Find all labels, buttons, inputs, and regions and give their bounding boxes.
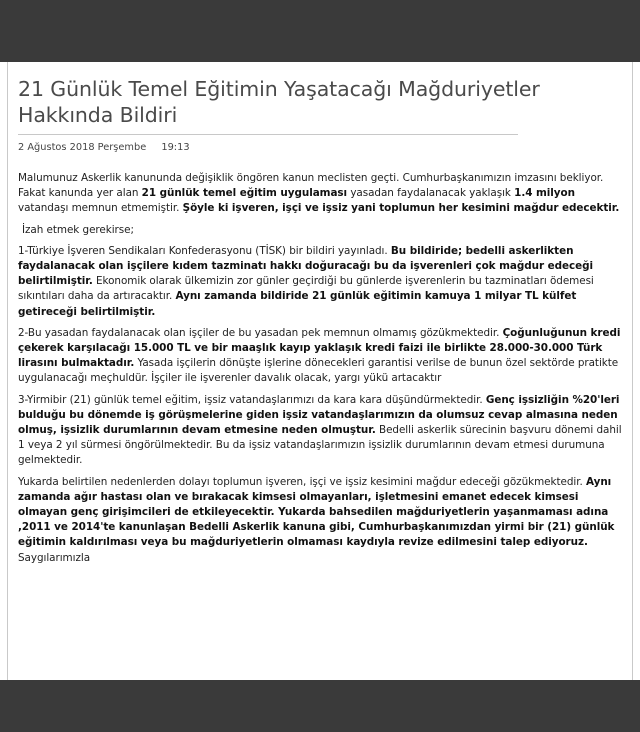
bottom-dark-bar xyxy=(0,680,640,732)
page-border-left xyxy=(7,62,8,680)
paragraph-point-3 xyxy=(18,393,622,469)
bold-text-run: Şöyle ki işveren, işçi ve işsiz yani toplumun her kesimini mağdur edecektir. xyxy=(182,202,620,215)
article-meta xyxy=(18,141,622,155)
article-time: 19:13 xyxy=(161,142,190,153)
paragraph-explain xyxy=(18,223,622,238)
title-divider xyxy=(18,134,518,135)
text-run: 3-Yirmibir (21) günlük temel eğitim, işsiz vatandaşlarımızı da kara kara düşündürmektedir. xyxy=(18,393,486,406)
paragraph-conclusion xyxy=(18,475,622,551)
bold-text-run: Aynı zamanda ağır hastası olan ve bırakacak kimsesi olmayanları, işletmesini emanet edecek kimsesi olmayan genç girişimcileri de etkileyecektir. Yukarda bahsedilen mağduriyetlerin yaşanmaması adına ,2011 ve 2014'te kanunlaşan Bedelli Askerlik kanuna gibi, Cumhurbaşkanımızdan yirmi bir (21) günlük eğitimin kaldırılması veya bu mağduriyetlerin olmaması kaydıyla revize edilmesini talep ediyoruz. xyxy=(18,475,615,549)
article-date: 2 Ağustos 2018 Perşembe xyxy=(18,142,147,153)
bold-text-run: Genç işsizliğin %20'leri bulduğu bu dönemde iş görüşmelerine giden işsiz vatandaşlarımızın da olumsuz cevap almasına neden olmuş, işsizlik durumlarının devam etmesine neden olmuştur. xyxy=(18,393,620,437)
article-title-line-2: Hakkında Bildiri xyxy=(18,103,178,127)
bold-text-run: Aynı zamanda bildiride 21 günlük eğitimin kamuya 1 milyar TL külfet getireceği belirtilmiştir. xyxy=(18,290,577,318)
text-run: 1-Türkiye İşveren Sendikaları Konfederasyonu (TİSK) bir bildiri yayınladı. xyxy=(18,244,391,257)
text-run: yasadan faydalanacak yaklaşık xyxy=(347,187,515,200)
article-body xyxy=(18,171,622,566)
article-title-line-1: 21 Günlük Temel Eğitimin Yaşatacağı Mağduriyetler xyxy=(18,77,540,101)
document-page xyxy=(0,62,640,680)
paragraph-intro xyxy=(18,171,622,217)
text-run: Yukarda belirtilen nedenlerden dolayı toplumun işveren, işçi ve işsiz kesimini mağdur edeceği gözükmektedir. xyxy=(18,475,586,488)
text-run: Malumunuz Askerlik kanununda değişiklik öngören kanun meclisten geçti. Cumhurbaşkanımızın imzasını bekliyor. Fakat kanunda yer alan xyxy=(18,172,604,200)
signature: Saygılarımızla xyxy=(18,551,91,564)
page-border-right xyxy=(632,62,633,680)
text-run: vatandaşı memnun etmemiştir. xyxy=(18,202,183,215)
paragraph-point-1 xyxy=(18,244,622,320)
bold-text-run: 1.4 milyon xyxy=(514,187,575,200)
top-dark-bar xyxy=(0,0,640,62)
text-run: Bedelli askerlik sürecinin başvuru dönemi dahil 1 veya 2 yıl sürmesi öngörülmektedir. Bu da işsiz vatandaşlarımızın işsizlik durumlarının devam etmesi durumuna gelmektedir. xyxy=(18,424,622,467)
article xyxy=(18,76,622,572)
text-run: 2-Bu yasadan faydalanacak olan işçiler de bu yasadan pek memnun olmamış gözükmektedir. xyxy=(18,326,503,339)
bold-text-run: Bu bildiride; bedelli askerlikten faydalanacak olan işçilere kıdem tazminatı hakkı doğuracağı bu da işverenleri çok mağdur edeceği belirtilmiştir. xyxy=(18,244,594,288)
bold-text-run: Çoğunluğunun kredi çekerek karşılacağı 15.000 TL ve bir maaşlık kayıp yaklaşık kredi faizi ile birlikte 28.000-30.000 Türk lirasını bulmaktadır. xyxy=(18,326,621,370)
bold-text-run: 21 günlük temel eğitim uygulaması xyxy=(141,187,348,200)
text-run: Ekonomik olarak ülkemizin zor günler geçirdiği bu günlerde işverenlerin bu tazminatları ödemesi sıkıntıları daha da artıracaktır. xyxy=(18,275,594,303)
text-run: İzah etmek gerekirse; xyxy=(22,223,134,236)
paragraph-point-2 xyxy=(18,326,622,387)
article-title xyxy=(18,76,622,128)
text-run: Yasada işçilerin dönüşte işlerine dönecekleri garantisi verilse de bunun özel sektörde pratikte uygulanacağı meçhuldür. İşçiler ile işverenler davalık olacak, yargı yükü artacaktır xyxy=(18,357,619,385)
